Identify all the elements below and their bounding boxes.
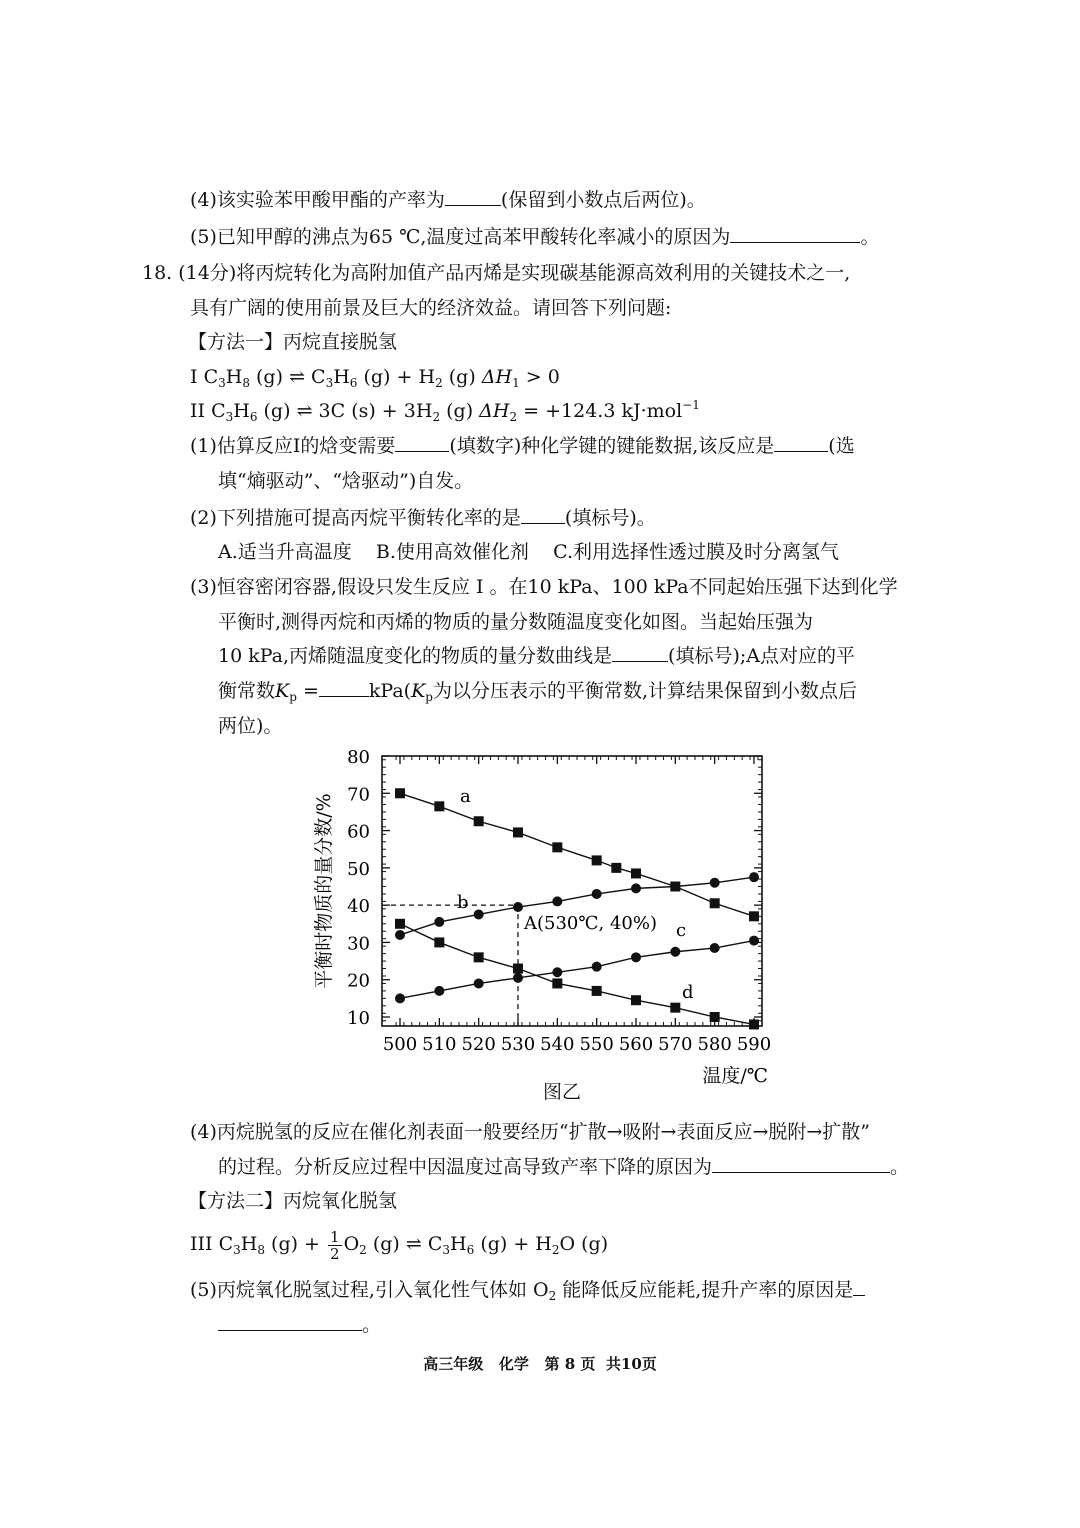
data-point-a — [474, 816, 484, 826]
data-point-a — [395, 788, 405, 798]
method-two-heading: 【方法二】丙烷氧化脱氢 — [188, 1190, 398, 1212]
y-axis-label: 平衡时物质的量分数/% — [313, 793, 335, 989]
data-point-d — [474, 952, 484, 962]
equation-III: III $C_3H_8$ (g) + $\frac{1}{2}$ $O_2$ (g) ⇌ $C_3H_6$ $(g) + H_2O$ (g) — [190, 1227, 609, 1263]
page-footer: 高三年级 化学 第 8 页 共10页 — [423, 1355, 657, 1373]
x-tick-label: 560 — [618, 1034, 654, 1055]
data-point-a — [552, 842, 562, 852]
answer-blank[interactable] — [521, 505, 565, 524]
data-point-d — [552, 978, 562, 988]
data-point-b — [474, 909, 484, 919]
q18-1-line: (1)估算反应I的焓变需要 (填数字)种化学键的键能数据,该反应是 (选 — [190, 435, 855, 457]
x-tick-label: 590 — [736, 1034, 772, 1055]
point-A-annotation: A(530℃, 40%) — [524, 913, 657, 935]
data-point-d — [513, 964, 523, 974]
answer-blank[interactable] — [445, 187, 501, 206]
data-point-b — [552, 896, 562, 906]
q18-title: 18. (14分)将丙烷转化为高附加值产品丙烯是实现碳基能源高效利用的关键技术之一, — [142, 262, 851, 284]
answer-blank[interactable] — [612, 643, 668, 662]
data-point-b — [395, 930, 405, 940]
data-point-c — [474, 978, 484, 988]
data-point-a — [749, 911, 759, 921]
q18-4-cont: 的过程。分析反应过程中因温度过高导致产率下降的原因为 。 — [218, 1156, 910, 1178]
y-tick-label: 70 — [347, 784, 370, 806]
data-point-b — [749, 872, 759, 882]
data-point-a — [631, 868, 641, 878]
answer-blank[interactable] — [319, 678, 369, 697]
x-tick-label: 580 — [697, 1034, 732, 1055]
series-label-b: b — [457, 892, 469, 913]
series-line-d — [400, 924, 754, 1025]
y-tick-label: 20 — [347, 970, 370, 992]
y-tick-label: 40 — [347, 896, 370, 918]
q17-5-line: (5)已知甲醇的沸点为65 ℃,温度过高苯甲酸转化率减小的原因为 。 — [190, 226, 880, 248]
data-point-a — [611, 863, 621, 873]
x-tick-label: 540 — [540, 1034, 575, 1055]
data-point-b — [710, 878, 720, 888]
q18-2-line: (2)下列措施可提高丙烷平衡转化率的是 (填标号)。 — [190, 507, 656, 529]
equation-II: II $C_3H_6$ (g) ⇌ 3C $(s) + 3H_2$ (g) $\Delta H_2 = +124.3$ kJ·mol$^{-1}$ — [190, 398, 700, 424]
data-point-d — [631, 995, 641, 1005]
data-point-c — [749, 936, 759, 946]
equilibrium-chart — [300, 740, 780, 1110]
q17-4-line: (4)该实验苯甲酸甲酯的产率为 (保留到小数点后两位)。 — [190, 189, 706, 211]
answer-blank[interactable] — [712, 1154, 890, 1173]
equation-I: I $C_3H_8$ (g) ⇌ $C_3H_6$ $(g) + H_2$ (g) $\Delta H_1 > 0$ — [190, 366, 560, 390]
data-point-d — [395, 919, 405, 929]
q18-3-cont: 平衡时,测得丙烷和丙烯的物质的量分数随温度变化如图。当起始压强为 — [218, 611, 814, 633]
q18-3-line: (3)恒容密闭容器,假设只发生反应 I 。在10 kPa、100 kPa不同起始压强下达到化学 — [190, 576, 898, 598]
q18-5-line: (5)丙烷氧化脱氢过程,引入氧化性气体如 $O_2$ 能降低反应能耗,提升产率的原因是 — [190, 1277, 865, 1303]
y-tick-label: 80 — [347, 747, 370, 768]
x-tick-label: 510 — [422, 1034, 457, 1055]
data-point-b — [513, 902, 523, 912]
data-point-a — [592, 855, 602, 865]
data-point-c — [513, 973, 523, 983]
figure-caption: 图乙 — [543, 1081, 582, 1103]
data-point-d — [670, 1003, 680, 1013]
series-line-c — [400, 941, 754, 999]
y-tick-label: 50 — [347, 858, 370, 880]
data-point-b — [670, 882, 680, 892]
data-point-c — [395, 993, 405, 1003]
data-point-b — [434, 917, 444, 927]
x-tick-label: 530 — [500, 1034, 536, 1055]
x-tick-label: 570 — [658, 1034, 693, 1055]
data-point-d — [434, 937, 444, 947]
y-tick-label: 30 — [347, 933, 370, 955]
q18-intro: 具有广阔的使用前景及巨大的经济效益。请回答下列问题: — [190, 297, 672, 319]
data-point-d — [710, 1012, 720, 1022]
y-tick-label: 10 — [347, 1008, 370, 1029]
answer-blank[interactable] — [730, 224, 860, 243]
data-point-c — [670, 947, 680, 957]
data-point-b — [631, 883, 641, 893]
q18-3-cont2: 10 kPa,丙烯随温度变化的物质的量分数曲线是 (填标号);A点对应的平 — [218, 645, 855, 667]
q18-3-cont4: 两位)。 — [218, 715, 283, 737]
q18-2-options: A.适当升高温度 B.使用高效催化剂 C.利用选择性透过膜及时分离氢气 — [218, 541, 839, 563]
data-point-a — [710, 898, 720, 908]
answer-blank[interactable] — [853, 1277, 865, 1296]
method-one-heading: 【方法一】丙烷直接脱氢 — [188, 331, 398, 353]
series-label-d: d — [682, 982, 694, 1003]
q18-1-cont: 填“熵驱动”、“焓驱动”)自发。 — [218, 470, 474, 492]
data-point-a — [513, 827, 523, 837]
plot-frame — [382, 756, 762, 1026]
data-point-c — [552, 967, 562, 977]
data-point-c — [434, 986, 444, 996]
answer-blank[interactable] — [218, 1312, 362, 1331]
x-tick-label: 550 — [579, 1034, 614, 1055]
q18-3-cont3: 衡常数$K_p = kPa(K_p$为以分压表示的平衡常数,计算结果保留到小数点后 — [218, 680, 857, 704]
data-point-c — [631, 952, 641, 962]
y-tick-label: 60 — [347, 821, 370, 843]
series-label-a: a — [460, 786, 471, 807]
data-point-c — [592, 962, 602, 972]
x-tick-label: 520 — [461, 1034, 496, 1055]
x-tick-label: 500 — [382, 1034, 418, 1055]
data-point-d — [749, 1019, 759, 1029]
answer-blank[interactable] — [395, 433, 449, 452]
x-axis-label: 温度/℃ — [702, 1065, 768, 1087]
data-point-d — [592, 986, 602, 996]
data-point-b — [592, 889, 602, 899]
q18-4-line: (4)丙烷脱氢的反应在催化剂表面一般要经历“扩散→吸附→表面反应→脱附→扩散” — [190, 1121, 871, 1143]
answer-blank[interactable] — [774, 433, 828, 452]
q18-5-cont: 。 — [218, 1312, 381, 1338]
data-point-a — [434, 801, 444, 811]
data-point-c — [710, 943, 720, 953]
series-label-c: c — [676, 920, 687, 941]
